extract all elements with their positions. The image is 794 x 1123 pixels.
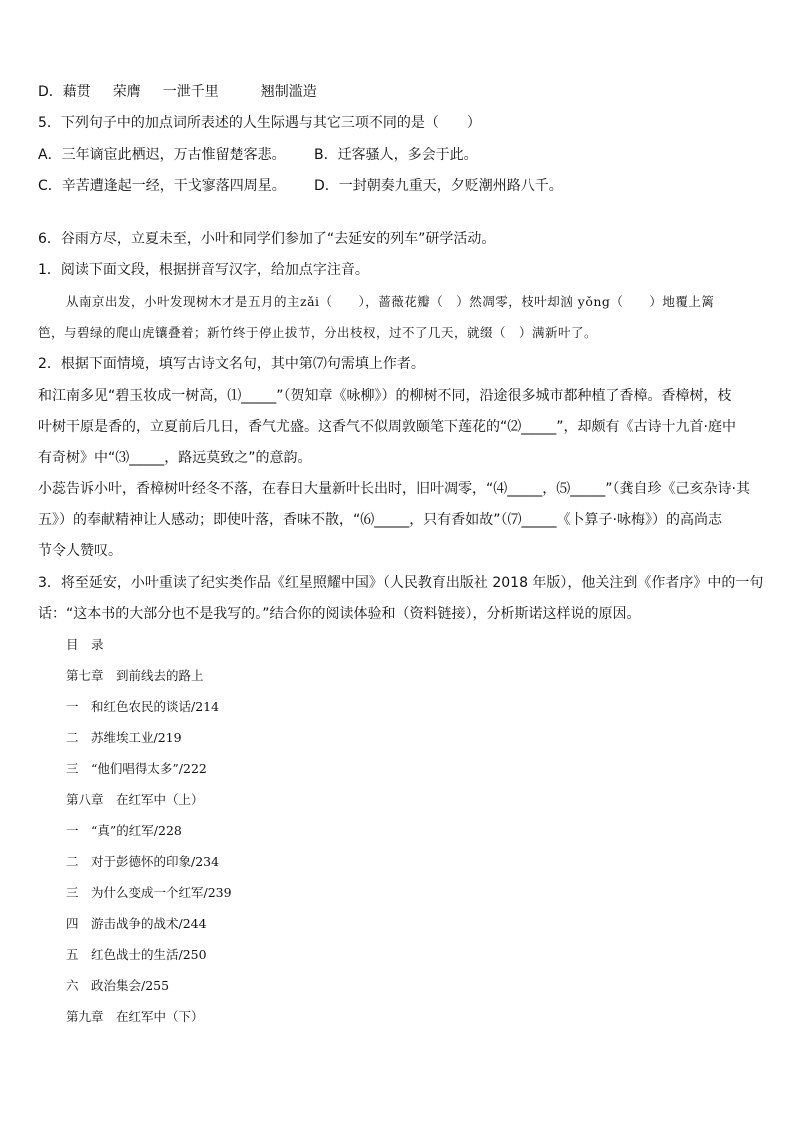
option-word-2: 荣膺 [112, 84, 141, 100]
q6-sub1-passage-line-1: 从南京出发，小叶发现树木才是五月的主zǎi（ ），蔷薇花瓣（ ）然凋零，枝叶却汹 yǒng（ ）地覆上篱 [66, 294, 715, 309]
q5-option-c: C．辛苦遭逢起一经，干戈寥落四周星。 [38, 178, 286, 194]
toc-item: 四 游击战争的战术/244 [66, 916, 207, 931]
toc-item: 三 为什么变成一个红军/239 [66, 885, 232, 900]
toc-item: 一 “真”的红军/228 [66, 823, 182, 838]
q6-sub3-line-1: 3．将至延安，小叶重读了纪实类作品《红星照耀中国》（人民教育出版社 2018 年版），他关注到《作者序》中的一句 [38, 575, 764, 591]
q6-sub2-stem: 2．根据下面情境，填写古诗文名句，其中第⑺句需填上作者。 [38, 356, 425, 372]
q6-sub2-line-4: 小蕊告诉小叶，香樟树叶经冬不落，在春日大量新叶长出时，旧叶凋零，“⑷_____，⑸_____”（龚自珍《己亥杂诗·其 [38, 481, 750, 497]
toc-item: 二 对于彭德怀的印象/234 [66, 854, 220, 869]
q6-sub3-line-2: 话：“这本书的大部分也不是我写的。”结合你的阅读体验和（资料链接），分析斯诺这样说的原因。 [38, 606, 641, 622]
q6-sub2-line-3: 有奇树》中“⑶_____，路远莫致之”的意韵。 [38, 450, 312, 466]
option-label: D． [38, 84, 63, 100]
q6-sub1-stem: 1．阅读下面文段，根据拼音写汉字，给加点字注音。 [38, 262, 369, 278]
q6-sub2-line-1: 和江南多见“碧玉妆成一树高，⑴_____”（贺知章《咏柳》）的柳树不同，沿途很多城市都种植了香樟。香樟树，枝 [38, 388, 732, 404]
q5-option-row-1 [38, 145, 758, 165]
option-word-4: 翘制滥造 [260, 84, 317, 100]
q5-stem: 5．下列句子中的加点词所表述的人生际遇与其它三项不同的是（ ） [38, 115, 481, 131]
toc-item: 三 “他们唱得太多”/222 [66, 761, 207, 776]
toc-item: 一 和红色农民的谈话/214 [66, 699, 220, 714]
q5-option-b: B．迁客骚人，多会于此。 [314, 147, 478, 163]
toc-item: 二 苏维埃工业/219 [66, 730, 182, 745]
toc-item: 六 政治集会/255 [66, 978, 170, 993]
option-word-1: 藉贯 [62, 84, 91, 100]
q5-option-d: D．一封朝奏九重天，夕贬潮州路八千。 [314, 178, 563, 194]
option-word-3: 一泄千里 [162, 84, 219, 100]
toc-chapter-9: 第九章 在红军中（下） [66, 1009, 204, 1024]
q6-sub1-passage-line-2: 笆，与碧绿的爬山虎镶叠着；新竹终于停止拔节，分出枝杈，过不了几天，就缀（ ）满新叶了。 [38, 325, 598, 340]
toc-chapter-7: 第七章 到前线去的路上 [66, 668, 204, 683]
q6-sub2-line-5: 五》）的奉献精神让人感动；即使叶落，香味不散，“⑹_____，只有香如故”（⑺_____《卜算子·咏梅》）的高尚志 [38, 512, 722, 528]
q6-stem: 6．谷雨方尽，立夏未至，小叶和同学们参加了“去延安的列车”研学活动。 [38, 231, 496, 247]
q5-option-row-2 [38, 176, 758, 196]
q6-sub2-line-2: 叶树干原是香的，立夏前后几日，香气尤盛。这香气不似周敦颐笔下莲花的“⑵_____”，却颇有《古诗十九首·庭中 [38, 419, 736, 435]
toc-chapter-8: 第八章 在红军中（上） [66, 792, 204, 807]
q6-sub2-line-6: 节令人赞叹。 [38, 543, 122, 559]
toc-item: 五 红色战士的生活/250 [66, 947, 207, 962]
q4-option-d [38, 82, 758, 102]
toc-title: 目 录 [66, 637, 104, 652]
q5-option-a: A．三年谪宦此栖迟，万古惟留楚客悲。 [38, 147, 286, 163]
